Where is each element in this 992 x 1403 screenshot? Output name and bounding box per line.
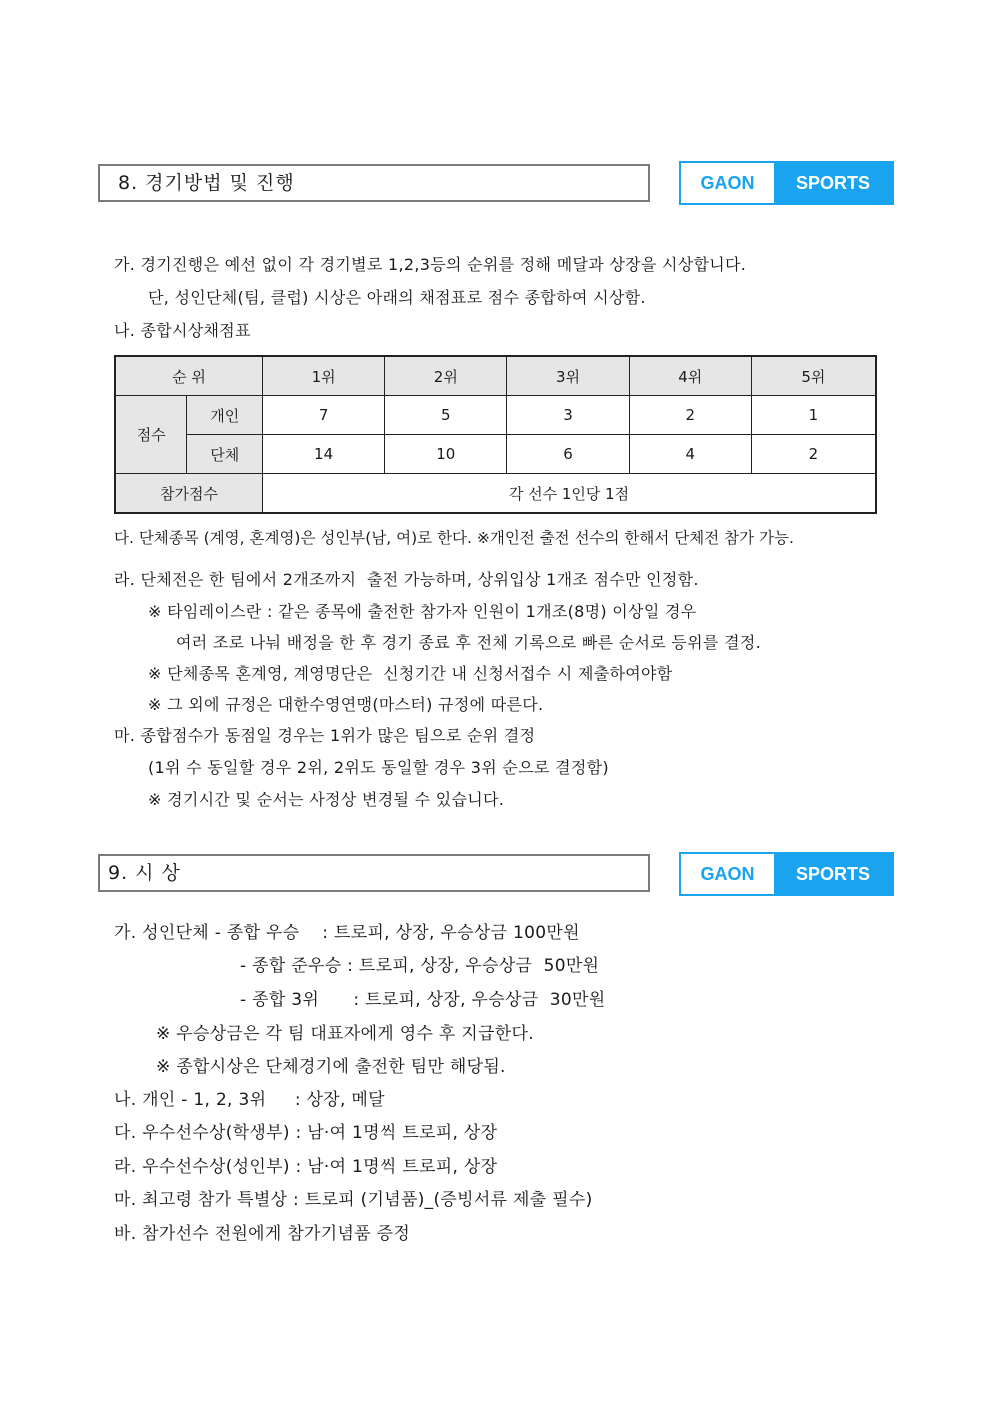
- s9-note-team: ※ 종합시상은 단체경기에 출전한 팀만 해당됨.: [156, 1057, 506, 1077]
- s8-note-timerace-cont: 여러 조로 나눠 배정을 한 후 경기 종료 후 전체 기록으로 빠른 순서로 등위를 결정.: [176, 633, 761, 652]
- rank-4: 4위: [629, 356, 751, 396]
- section-8-title: 8. 경기방법 및 진행: [98, 164, 650, 202]
- s8-item-ga: 가. 경기진행은 예선 없이 각 경기별로 1,2,3등의 순위를 정해 메달과 상장을 시상합니다.: [114, 255, 747, 274]
- s9-item-ra: 라. 우수선수상(성인부) : 남·여 1명씩 트로피, 상장: [114, 1157, 498, 1177]
- s8-note-roster: ※ 단체종목 혼계영, 계영명단은 신청기간 내 신청서접수 시 제출하여야함: [148, 664, 673, 683]
- rank-5: 5위: [751, 356, 876, 396]
- section-9-title: 9. 시 상: [98, 854, 650, 892]
- s8-note-schedule: ※ 경기시간 및 순서는 사정상 변경될 수 있습니다.: [148, 790, 505, 809]
- score-label: 점수: [115, 396, 187, 474]
- individual-score-5: 1: [751, 396, 876, 435]
- individual-score-4: 2: [629, 396, 751, 435]
- team-score-4: 4: [629, 435, 751, 474]
- rank-header: 순 위: [115, 356, 263, 396]
- table-row-individual: [115, 396, 876, 435]
- gaon-sports-logo: [679, 161, 894, 205]
- individual-label: 개인: [187, 396, 263, 435]
- logo-gaon-text: GAON: [700, 172, 755, 193]
- participation-value: 각 선수 1인당 1점: [263, 474, 877, 514]
- s9-item-ba: 바. 참가선수 전원에게 참가기념품 증정: [114, 1224, 411, 1244]
- s8-item-na: 나. 종합시상채점표: [114, 321, 251, 340]
- s8-item-ma-cont: (1위 수 동일할 경우 2위, 2위도 동일할 경우 3위 순으로 결정함): [148, 758, 609, 777]
- individual-score-1: 7: [263, 396, 385, 435]
- logo-sports-text: SPORTS: [774, 854, 892, 894]
- team-score-1: 14: [263, 435, 385, 474]
- s9-item-ga-1: 가. 성인단체 - 종합 우승 : 트로피, 상장, 우승상금 100만원: [114, 923, 580, 943]
- s9-note-prize: ※ 우승상금은 각 팀 대표자에게 영수 후 지급한다.: [156, 1024, 534, 1044]
- logo-sports-text: SPORTS: [774, 163, 892, 203]
- team-score-2: 10: [385, 435, 507, 474]
- s8-item-ga-cont: 단, 성인단체(팀, 클럽) 시상은 아래의 채점표로 점수 종합하여 시상함.: [148, 288, 646, 307]
- s9-item-ma: 마. 최고령 참가 특별상 : 트로피 (기념품)_(증빙서류 제출 필수): [114, 1190, 593, 1210]
- rank-3: 3위: [507, 356, 629, 396]
- s8-note-timerace: ※ 타임레이스란 : 같은 종목에 출전한 참가자 인원이 1개조(8명) 이상일 경우: [148, 602, 697, 621]
- s8-item-ra: 라. 단체전은 한 팀에서 2개조까지 출전 가능하며, 상위입상 1개조 점수만 인정함.: [114, 570, 699, 589]
- individual-score-2: 5: [385, 396, 507, 435]
- rank-2: 2위: [385, 356, 507, 396]
- rank-1: 1위: [263, 356, 385, 396]
- score-table: [114, 355, 877, 514]
- team-score-5: 2: [751, 435, 876, 474]
- s8-item-ma: 마. 종합점수가 동점일 경우는 1위가 많은 팀으로 순위 결정: [114, 726, 536, 745]
- individual-score-3: 3: [507, 396, 629, 435]
- table-row-participation: [115, 474, 876, 514]
- logo-gaon-text: GAON: [700, 863, 755, 884]
- s9-item-ga-2: - 종합 준우승 : 트로피, 상장, 우승상금 50만원: [240, 956, 600, 976]
- team-score-3: 6: [507, 435, 629, 474]
- table-row-rank: [115, 356, 876, 396]
- gaon-sports-logo: [679, 852, 894, 896]
- s8-item-da: 다. 단체종목 (계영, 혼계영)은 성인부(남, 여)로 한다. ※개인전 출전 선수의 한해서 단체전 참가 가능.: [114, 529, 794, 547]
- s9-item-da: 다. 우수선수상(학생부) : 남·여 1명씩 트로피, 상장: [114, 1123, 498, 1143]
- s9-item-na: 나. 개인 - 1, 2, 3위 : 상장, 메달: [114, 1090, 385, 1110]
- table-row-team: [115, 435, 876, 474]
- team-label: 단체: [187, 435, 263, 474]
- s9-item-ga-3: - 종합 3위 : 트로피, 상장, 우승상금 30만원: [240, 990, 606, 1010]
- participation-label: 참가점수: [115, 474, 263, 514]
- s8-note-rules: ※ 그 외에 규정은 대한수영연맹(마스터) 규정에 따른다.: [148, 695, 544, 714]
